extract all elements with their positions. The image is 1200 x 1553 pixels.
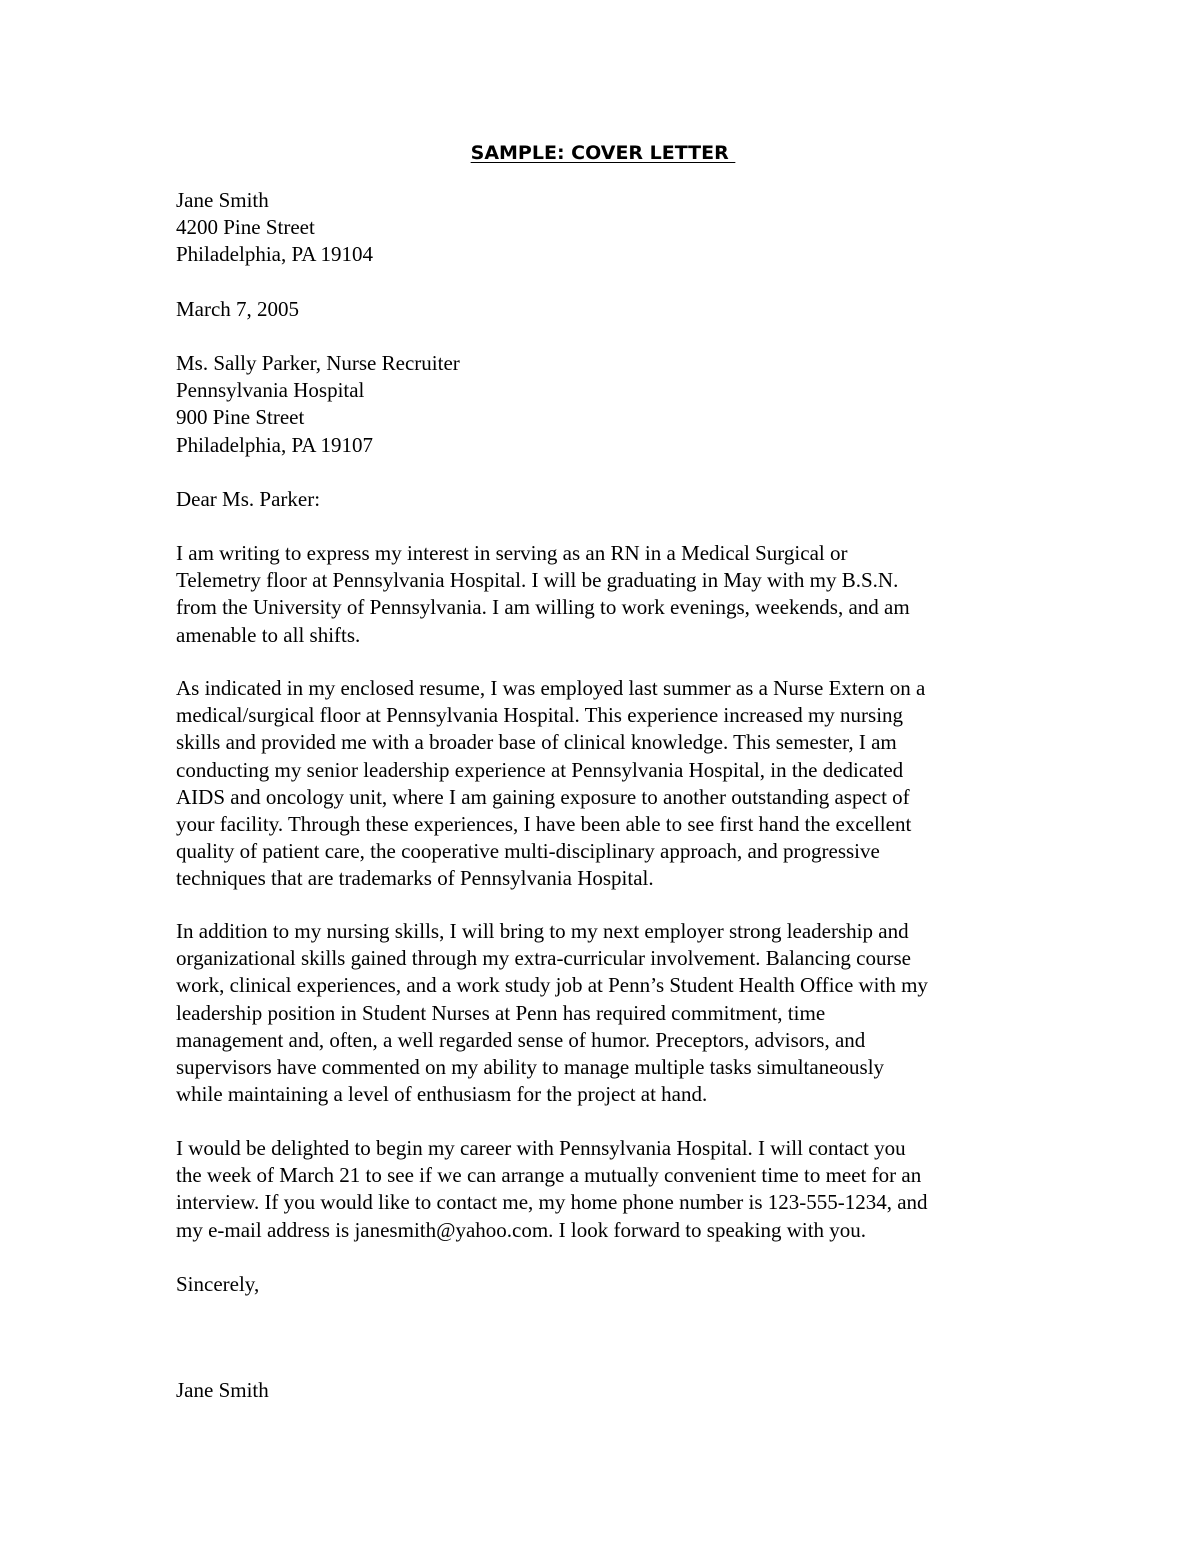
paragraph-line: In addition to my nursing skills, I will bring to my next employer strong leadership and (176, 919, 909, 943)
paragraph-line: leadership position in Student Nurses at Penn has required commitment, time (176, 1000, 826, 1025)
body-paragraph-3 (176, 918, 1036, 1108)
paragraph-line: skills and provided me with a broader base of clinical knowledge. This semester, I am (176, 730, 897, 755)
salutation-block (176, 486, 1036, 513)
signature-block (176, 1377, 1036, 1404)
paragraph-line: management and, often, a well regarded sense of humor. Preceptors, advisors, and (176, 1027, 866, 1052)
paragraph-line: my e-mail address is janesmith@yahoo.com. I look forward to speaking with you. (176, 1217, 867, 1242)
paragraph-line: As indicated in my enclosed resume, I was employed last summer as a Nurse Extern on a (176, 676, 926, 700)
recipient-street: 900 Pine Street (176, 405, 305, 430)
letter-date: March 7, 2005 (176, 297, 300, 321)
paragraph-line: your facility. Through these experiences, I have been able to see first hand the excellent (176, 812, 912, 837)
paragraph-line: work, clinical experiences, and a work study job at Penn’s Student Health Office with my (176, 973, 928, 998)
recipient-city: Philadelphia, PA 19107 (176, 432, 373, 457)
paragraph-line: techniques that are trademarks of Pennsylvania Hospital. (176, 866, 654, 891)
paragraph-line: medical/surgical floor at Pennsylvania Hospital. This experience increased my nursing (176, 703, 904, 728)
body-paragraph-1 (176, 540, 1036, 649)
sender-city: Philadelphia, PA 19104 (176, 242, 373, 267)
paragraph-line: amenable to all shifts. (176, 622, 361, 647)
closing-block (176, 1271, 1036, 1298)
salutation: Dear Ms. Parker: (176, 487, 321, 511)
sender-name: Jane Smith (176, 188, 269, 212)
paragraph-line: the week of March 21 to see if we can arrange a mutually convenient time to meet for an (176, 1163, 922, 1188)
sender-street: 4200 Pine Street (176, 215, 315, 240)
closing: Sincerely, (176, 1272, 260, 1296)
paragraph-line: conducting my senior leadership experience at Pennsylvania Hospital, in the dedicated (176, 757, 904, 782)
letter-date-block (176, 296, 1036, 323)
signature-name: Jane Smith (176, 1378, 269, 1402)
paragraph-line: I would be delighted to begin my career with Pennsylvania Hospital. I will contact you (176, 1136, 906, 1160)
paragraph-line: from the University of Pennsylvania. I am willing to work evenings, weekends, and am (176, 595, 910, 620)
sender-address (176, 187, 1036, 269)
paragraph-line: Telemetry floor at Pennsylvania Hospital. I will be graduating in May with my B.S.N. (176, 568, 899, 593)
paragraph-line: I am writing to express my interest in serving as an RN in a Medical Surgical or (176, 541, 848, 565)
recipient-organization: Pennsylvania Hospital (176, 378, 365, 403)
paragraph-line: interview. If you would like to contact me, my home phone number is 123-555-1234, and (176, 1190, 928, 1215)
body-paragraph-2 (176, 675, 1036, 893)
paragraph-line: quality of patient care, the cooperative multi-disciplinary approach, and progressive (176, 839, 880, 864)
paragraph-line: while maintaining a level of enthusiasm for the project at hand. (176, 1082, 708, 1107)
paragraph-line: supervisors have commented on my ability to manage multiple tasks simultaneously (176, 1055, 885, 1080)
recipient-address (176, 350, 1036, 459)
paragraph-line: organizational skills gained through my extra-curricular involvement. Balancing course (176, 946, 911, 971)
body-paragraph-4 (176, 1135, 1036, 1244)
page-title: SAMPLE: COVER LETTER (470, 142, 736, 164)
recipient-name-title: Ms. Sally Parker, Nurse Recruiter (176, 351, 460, 375)
paragraph-line: AIDS and oncology unit, where I am gaining exposure to another outstanding aspect of (176, 784, 910, 809)
